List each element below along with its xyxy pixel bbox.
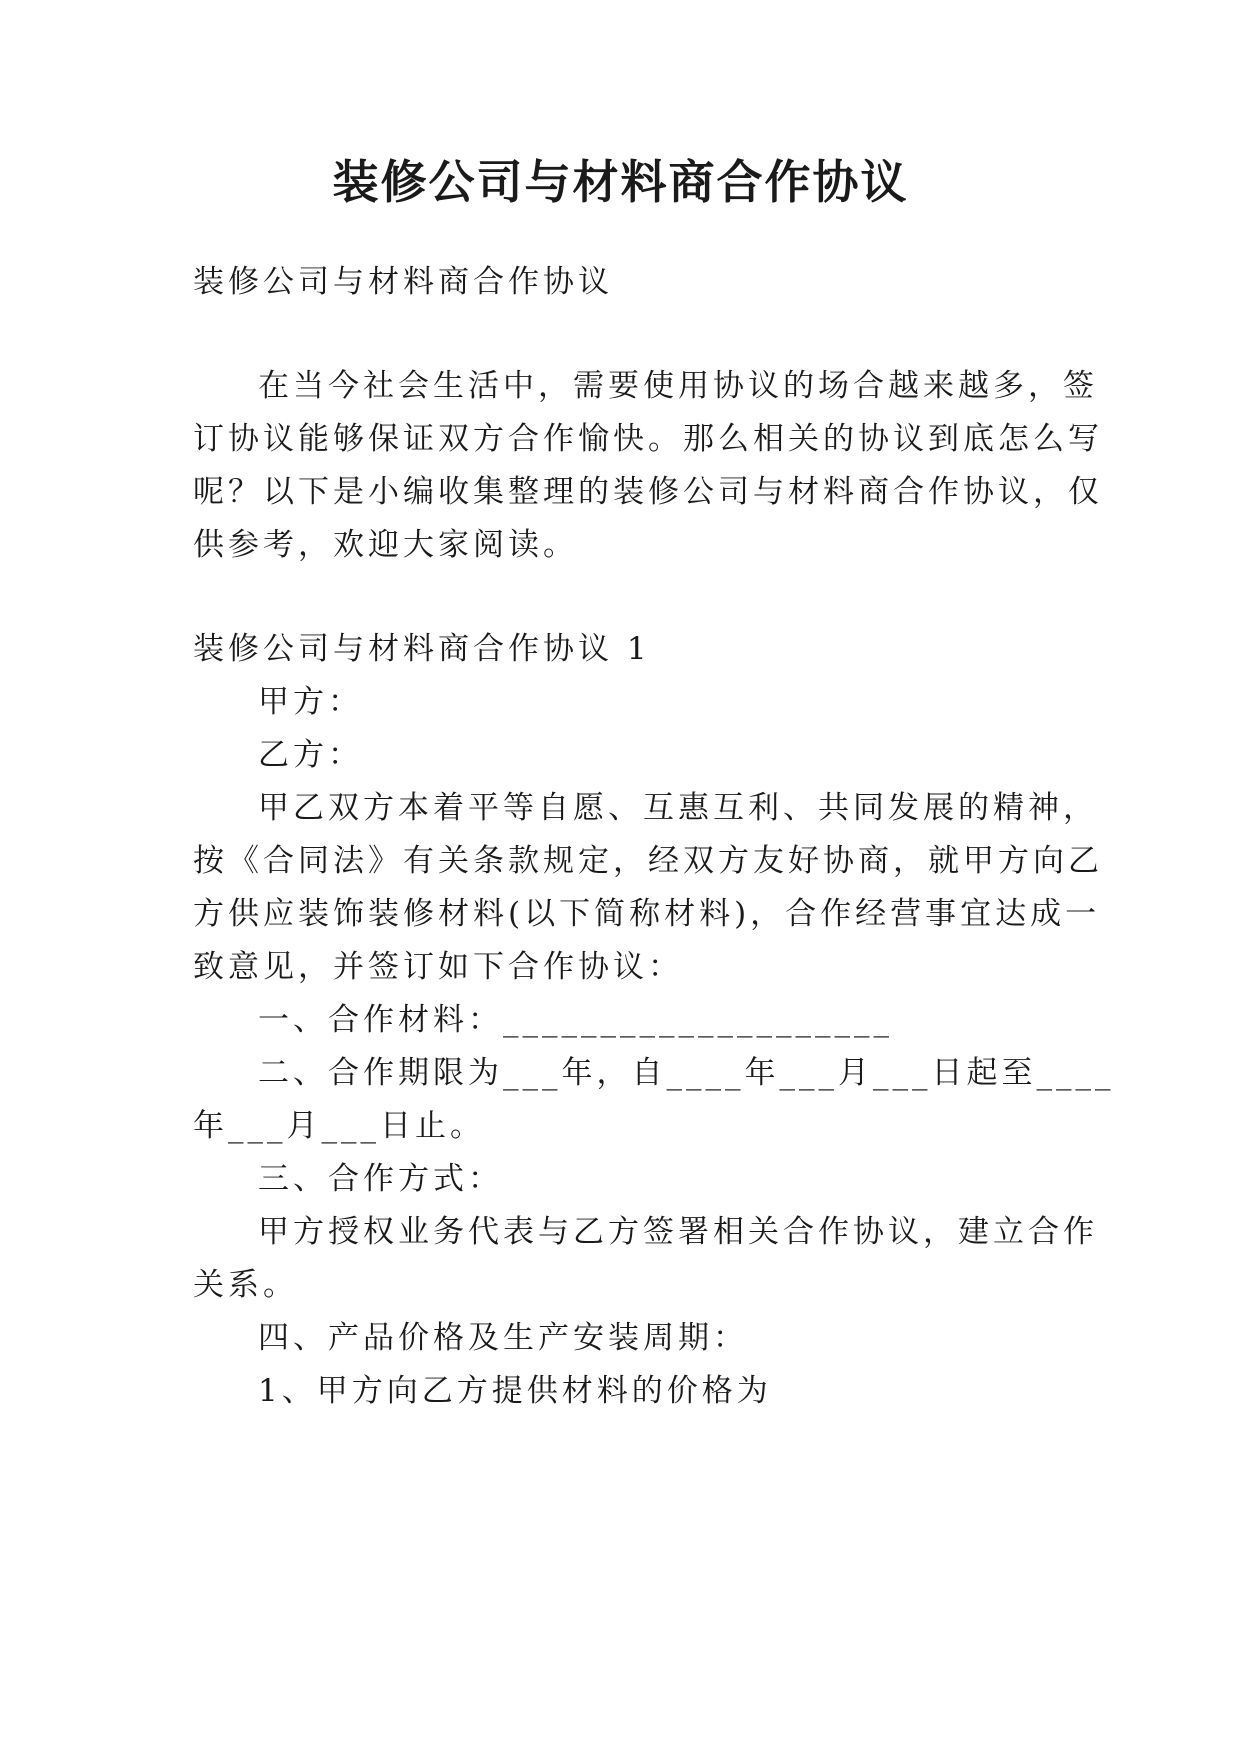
preamble-line: 方供应装饰装修材料(以下简称材料)，合作经营事宜达成一 — [193, 896, 1101, 932]
clause-4-item-1: 1、甲方向乙方提供材料的价格为 — [258, 1373, 772, 1409]
party-b-label: 乙方： — [258, 737, 363, 773]
preamble-line: 甲乙双方本着平等自愿、互惠互利、共同发展的精神， — [258, 790, 1098, 826]
intro-line: 供参考，欢迎大家阅读。 — [193, 527, 578, 563]
clause-3-body-line: 甲方授权业务代表与乙方签署相关合作协议，建立合作 — [258, 1214, 1098, 1250]
document-title: 装修公司与材料商合作协议 — [332, 155, 909, 209]
section-heading: 装修公司与材料商合作协议 1 — [193, 631, 651, 667]
party-a-label: 甲方： — [258, 684, 363, 720]
clause-2-line: 年___月___日止。 — [193, 1108, 485, 1144]
preamble-line: 致意见，并签订如下合作协议： — [193, 949, 683, 985]
intro-line: 订协议能够保证双方合作愉快。那么相关的协议到底怎么写 — [193, 421, 1103, 457]
intro-line: 在当今社会生活中，需要使用协议的场合越来越多，签 — [258, 368, 1098, 404]
clause-1: 一、合作材料：____________________ — [258, 1002, 893, 1038]
intro-line: 呢？以下是小编收集整理的装修公司与材料商合作协议，仅 — [193, 474, 1103, 510]
document-subtitle: 装修公司与材料商合作协议 — [193, 264, 613, 300]
clause-4-heading: 四、产品价格及生产安装周期： — [258, 1320, 748, 1356]
clause-2-line: 二、合作期限为___年，自____年___月___日起至____ — [258, 1055, 1115, 1091]
clause-3-heading: 三、合作方式： — [258, 1161, 503, 1197]
clause-3-body-line: 关系。 — [193, 1267, 298, 1303]
preamble-line: 按《合同法》有关条款规定，经双方友好协商，就甲方向乙 — [193, 843, 1103, 879]
